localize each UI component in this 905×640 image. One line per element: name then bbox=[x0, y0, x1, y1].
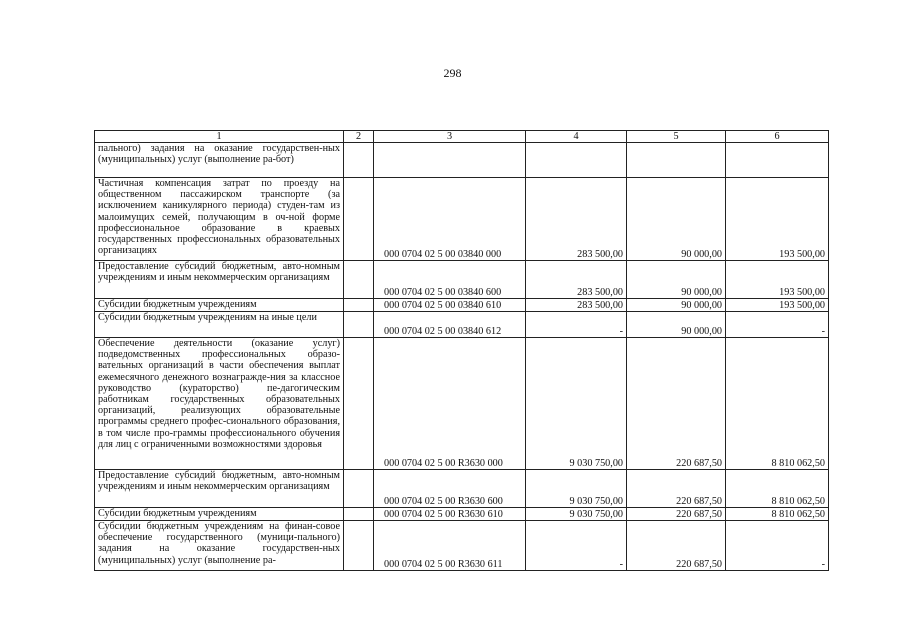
row-value-5: 90 000,00 bbox=[627, 178, 726, 261]
row-value-5: 220 687,50 bbox=[627, 338, 726, 470]
row-value-4: 283 500,00 bbox=[526, 178, 627, 261]
budget-table bbox=[94, 130, 829, 571]
row-col2 bbox=[344, 338, 374, 470]
row-value-4: 9 030 750,00 bbox=[526, 508, 627, 521]
row-code: 000 0704 02 5 00 03840 610 bbox=[374, 299, 526, 312]
page-number: 298 bbox=[443, 66, 462, 80]
row-value-5: 90 000,00 bbox=[627, 299, 726, 312]
row-value-6: 193 500,00 bbox=[726, 261, 829, 299]
row-value-4: 283 500,00 bbox=[526, 299, 627, 312]
row-col2 bbox=[344, 508, 374, 521]
row-value-6: 8 810 062,50 bbox=[726, 338, 829, 470]
row-col2 bbox=[344, 470, 374, 508]
row-col2 bbox=[344, 521, 374, 571]
row-value-5: 220 687,50 bbox=[627, 508, 726, 521]
row-description: Предоставление субсидий бюджетным, авто-номным учреждениям и иным некоммерческим организациям bbox=[95, 470, 344, 508]
table-row bbox=[95, 299, 829, 312]
row-value-4: 9 030 750,00 bbox=[526, 338, 627, 470]
row-value-6: 193 500,00 bbox=[726, 299, 829, 312]
row-code: 000 0704 02 5 00 R3630 611 bbox=[374, 521, 526, 571]
column-header: 4 bbox=[526, 131, 627, 143]
table-row bbox=[95, 470, 829, 508]
row-value-5: 220 687,50 bbox=[627, 470, 726, 508]
row-description: Частичная компенсация затрат по проезду на общественном пассажирском транспорте (за исключением каникулярного периода) студен-там из малоимущих семей, получающим в оч-ной форме профессиональное образование в краевых государственных профессиональных образовательных организациях bbox=[95, 178, 344, 261]
row-code bbox=[374, 143, 526, 178]
row-value-5: 90 000,00 bbox=[627, 312, 726, 338]
row-value-4: - bbox=[526, 521, 627, 571]
row-value-6: 193 500,00 bbox=[726, 178, 829, 261]
row-description: Обеспечение деятельности (оказание услуг) подведомственных профессиональных образо-вательных организаций в части обеспечения выплат ежемесячного денежного вознагражде-ния за классное руководство (кураторство) пе-дагогическим работникам государственных образовательных организаций, реализующих образовательные программы среднего профес-сионального образования, в том числе про-граммы профессионального обучения для лиц с ограниченными возможностями здоровья bbox=[95, 338, 344, 470]
row-value-4: 283 500,00 bbox=[526, 261, 627, 299]
table-row bbox=[95, 508, 829, 521]
row-col2 bbox=[344, 178, 374, 261]
row-value-4: - bbox=[526, 312, 627, 338]
row-value-6: - bbox=[726, 521, 829, 571]
row-code: 000 0704 02 5 00 03840 600 bbox=[374, 261, 526, 299]
row-description: Субсидии бюджетным учреждениям bbox=[95, 508, 344, 521]
row-code: 000 0704 02 5 00 R3630 610 bbox=[374, 508, 526, 521]
table-row bbox=[95, 261, 829, 299]
row-col2 bbox=[344, 143, 374, 178]
row-description: Субсидии бюджетным учреждениям на финан-совое обеспечение государственного (муници-пального) задания на оказание государствен-ных (муниципальных) услуг (выполнение ра- bbox=[95, 521, 344, 571]
table-row bbox=[95, 312, 829, 338]
row-code: 000 0704 02 5 00 03840 612 bbox=[374, 312, 526, 338]
row-value-6: 8 810 062,50 bbox=[726, 470, 829, 508]
row-value-6 bbox=[726, 143, 829, 178]
row-value-6: 8 810 062,50 bbox=[726, 508, 829, 521]
row-value-4 bbox=[526, 143, 627, 178]
row-col2 bbox=[344, 299, 374, 312]
table-row bbox=[95, 143, 829, 178]
table-row bbox=[95, 178, 829, 261]
row-description: Предоставление субсидий бюджетным, авто-номным учреждениям и иным некоммерческим организациям bbox=[95, 261, 344, 299]
column-header: 1 bbox=[95, 131, 344, 143]
row-description: пального) задания на оказание государствен-ных (муниципальных) услуг (выполнение ра-бот) bbox=[95, 143, 344, 178]
row-col2 bbox=[344, 312, 374, 338]
column-header: 3 bbox=[374, 131, 526, 143]
row-value-5: 220 687,50 bbox=[627, 521, 726, 571]
row-description: Субсидии бюджетным учреждениям bbox=[95, 299, 344, 312]
row-code: 000 0704 02 5 00 03840 000 bbox=[374, 178, 526, 261]
row-value-5: 90 000,00 bbox=[627, 261, 726, 299]
row-description: Субсидии бюджетным учреждениям на иные цели bbox=[95, 312, 344, 338]
row-value-6: - bbox=[726, 312, 829, 338]
column-header: 6 bbox=[726, 131, 829, 143]
table-row bbox=[95, 521, 829, 571]
column-header: 5 bbox=[627, 131, 726, 143]
column-header: 2 bbox=[344, 131, 374, 143]
row-value-5 bbox=[627, 143, 726, 178]
table-row bbox=[95, 338, 829, 470]
row-code: 000 0704 02 5 00 R3630 600 bbox=[374, 470, 526, 508]
row-col2 bbox=[344, 261, 374, 299]
table-header-row bbox=[95, 131, 829, 143]
row-value-4: 9 030 750,00 bbox=[526, 470, 627, 508]
row-code: 000 0704 02 5 00 R3630 000 bbox=[374, 338, 526, 470]
